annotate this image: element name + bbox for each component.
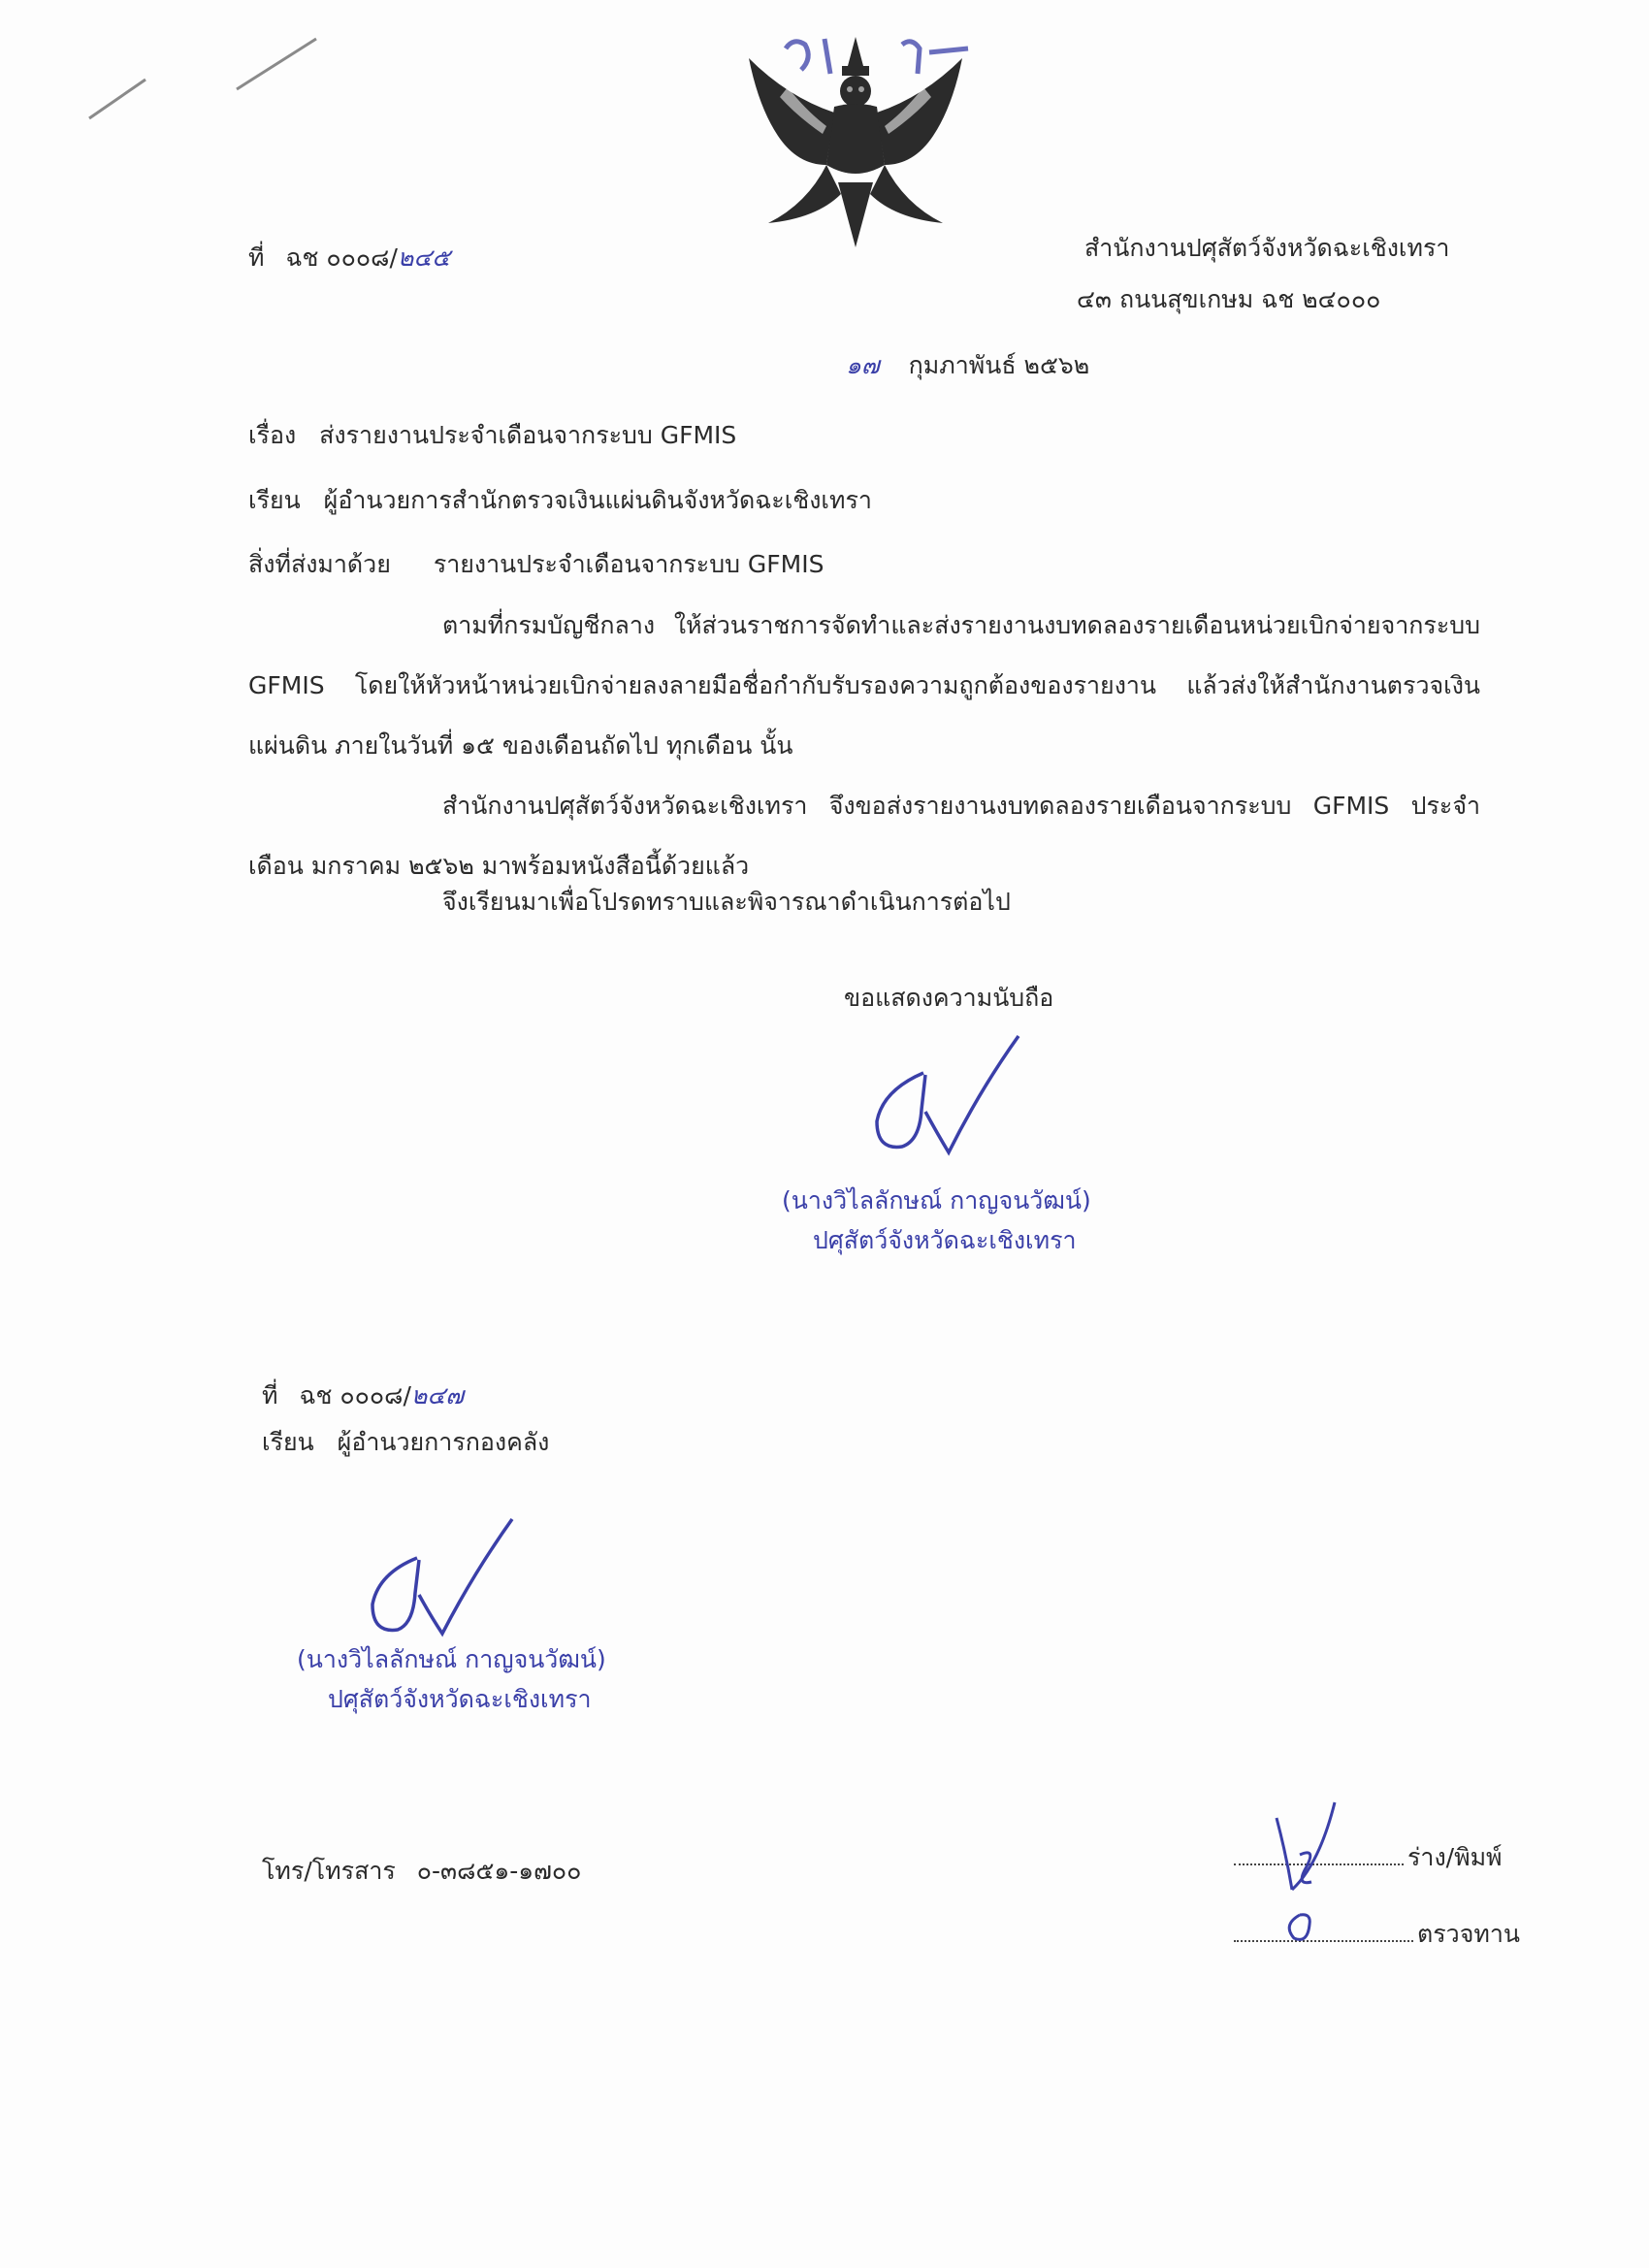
enclosure-label: สิ่งที่ส่งมาด้วย: [248, 550, 391, 578]
forward-reference-handwritten-number: ๒๔๗: [410, 1381, 465, 1409]
sender-office-name: สำนักงานปศุสัตว์จังหวัดฉะเชิงเทรา: [1084, 234, 1450, 262]
forward-reference-prefix: ฉช ๐๐๐๘/: [299, 1381, 411, 1409]
forward-reference-label: ที่: [262, 1381, 278, 1409]
addressee-label: เรียน: [248, 486, 301, 514]
forward-addressee-line: [262, 1426, 549, 1459]
sender-office-address: ๔๓ ถนนสุขเกษม ฉช ๒๔๐๐๐: [1077, 285, 1381, 313]
forward-reference-number: [262, 1379, 464, 1412]
body-paragraph-2: สำนักงานปศุสัตว์จังหวัดฉะเชิงเทรา จึงขอส่งรายงานงบทดลองรายเดือนจากระบบ GFMIS ประจำเดือน มกราคม ๒๕๖๒ มาพร้อมหนังสือนี้ด้วยแล้ว: [248, 792, 1480, 880]
signature-mark: [863, 1032, 1057, 1158]
reference-number: [248, 242, 450, 275]
forward-signer-title: ปศุสัตว์จังหวัดฉะเชิงเทรา: [328, 1685, 592, 1713]
closing-salutation: ขอแสดงความนับถือ: [844, 984, 1054, 1012]
forward-addressee-label: เรียน: [262, 1428, 314, 1456]
forward-signer-name: (นางวิไลลักษณ์ กาญจนวัฒน์): [297, 1645, 606, 1673]
date-day-handwritten: ๑๗: [846, 351, 880, 379]
check-label: ตรวจทาน: [1417, 1920, 1520, 1948]
body-paragraph-1: ตามที่กรมบัญชีกลาง ให้ส่วนราชการจัดทำและส่งรายงานงบทดลองรายเดือนหน่วยเบิกจ่ายจากระบบ GFMIS โดยให้หัวหน้าหน่วยเบิกจ่ายลงลายมือชื่อกำกับรับรองความถูกต้องของรายงาน แล้วส่งให้สำนักงานตรวจเงินแผ่นดิน ภายในวันที่ ๑๕ ของเดือนถัดไป ทุกเดือน นั้น: [248, 611, 1480, 760]
forward-addressee-text: ผู้อำนวยการกองคลัง: [337, 1428, 550, 1456]
letter-date: [846, 349, 1089, 382]
subject-line: [248, 419, 736, 452]
subject-text: ส่งรายงานประจำเดือนจากระบบ GFMIS: [319, 421, 737, 449]
body-paragraph-3: จึงเรียนมาเพื่อโปรดทราบและพิจารณาดำเนินการต่อไป: [442, 888, 1011, 916]
addressee-text: ผู้อำนวยการสำนักตรวจเงินแผ่นดินจังหวัดฉะเชิงเทรา: [323, 486, 872, 514]
enclosure-line: [248, 548, 824, 581]
signer-title: ปศุสัตว์จังหวัดฉะเชิงเทรา: [813, 1226, 1077, 1254]
garuda-emblem-icon: [729, 19, 982, 262]
signer-name: (นางวิไลลักษณ์ กาญจนวัฒน์): [782, 1186, 1091, 1215]
footer-phone: [262, 1855, 581, 1888]
phone-number: ๐-๓๘๕๑-๑๗๐๐: [416, 1857, 582, 1885]
subject-label: เรื่อง: [248, 421, 297, 449]
initials-mark: [1261, 1797, 1377, 1952]
date-month-year: กุมภาพันธ์ ๒๕๖๒: [908, 351, 1090, 379]
reference-handwritten-number: ๒๔๕: [397, 243, 451, 272]
reference-label: ที่: [248, 243, 265, 272]
phone-label: โทร/โทรสาร: [262, 1857, 396, 1885]
draft-label: ร่าง/พิมพ์: [1407, 1843, 1503, 1871]
reference-prefix: ฉช ๐๐๐๘/: [285, 243, 398, 272]
addressee-line: [248, 484, 872, 517]
forward-signature-mark: [359, 1515, 553, 1641]
enclosure-text: รายงานประจำเดือนจากระบบ GFMIS: [433, 550, 824, 578]
